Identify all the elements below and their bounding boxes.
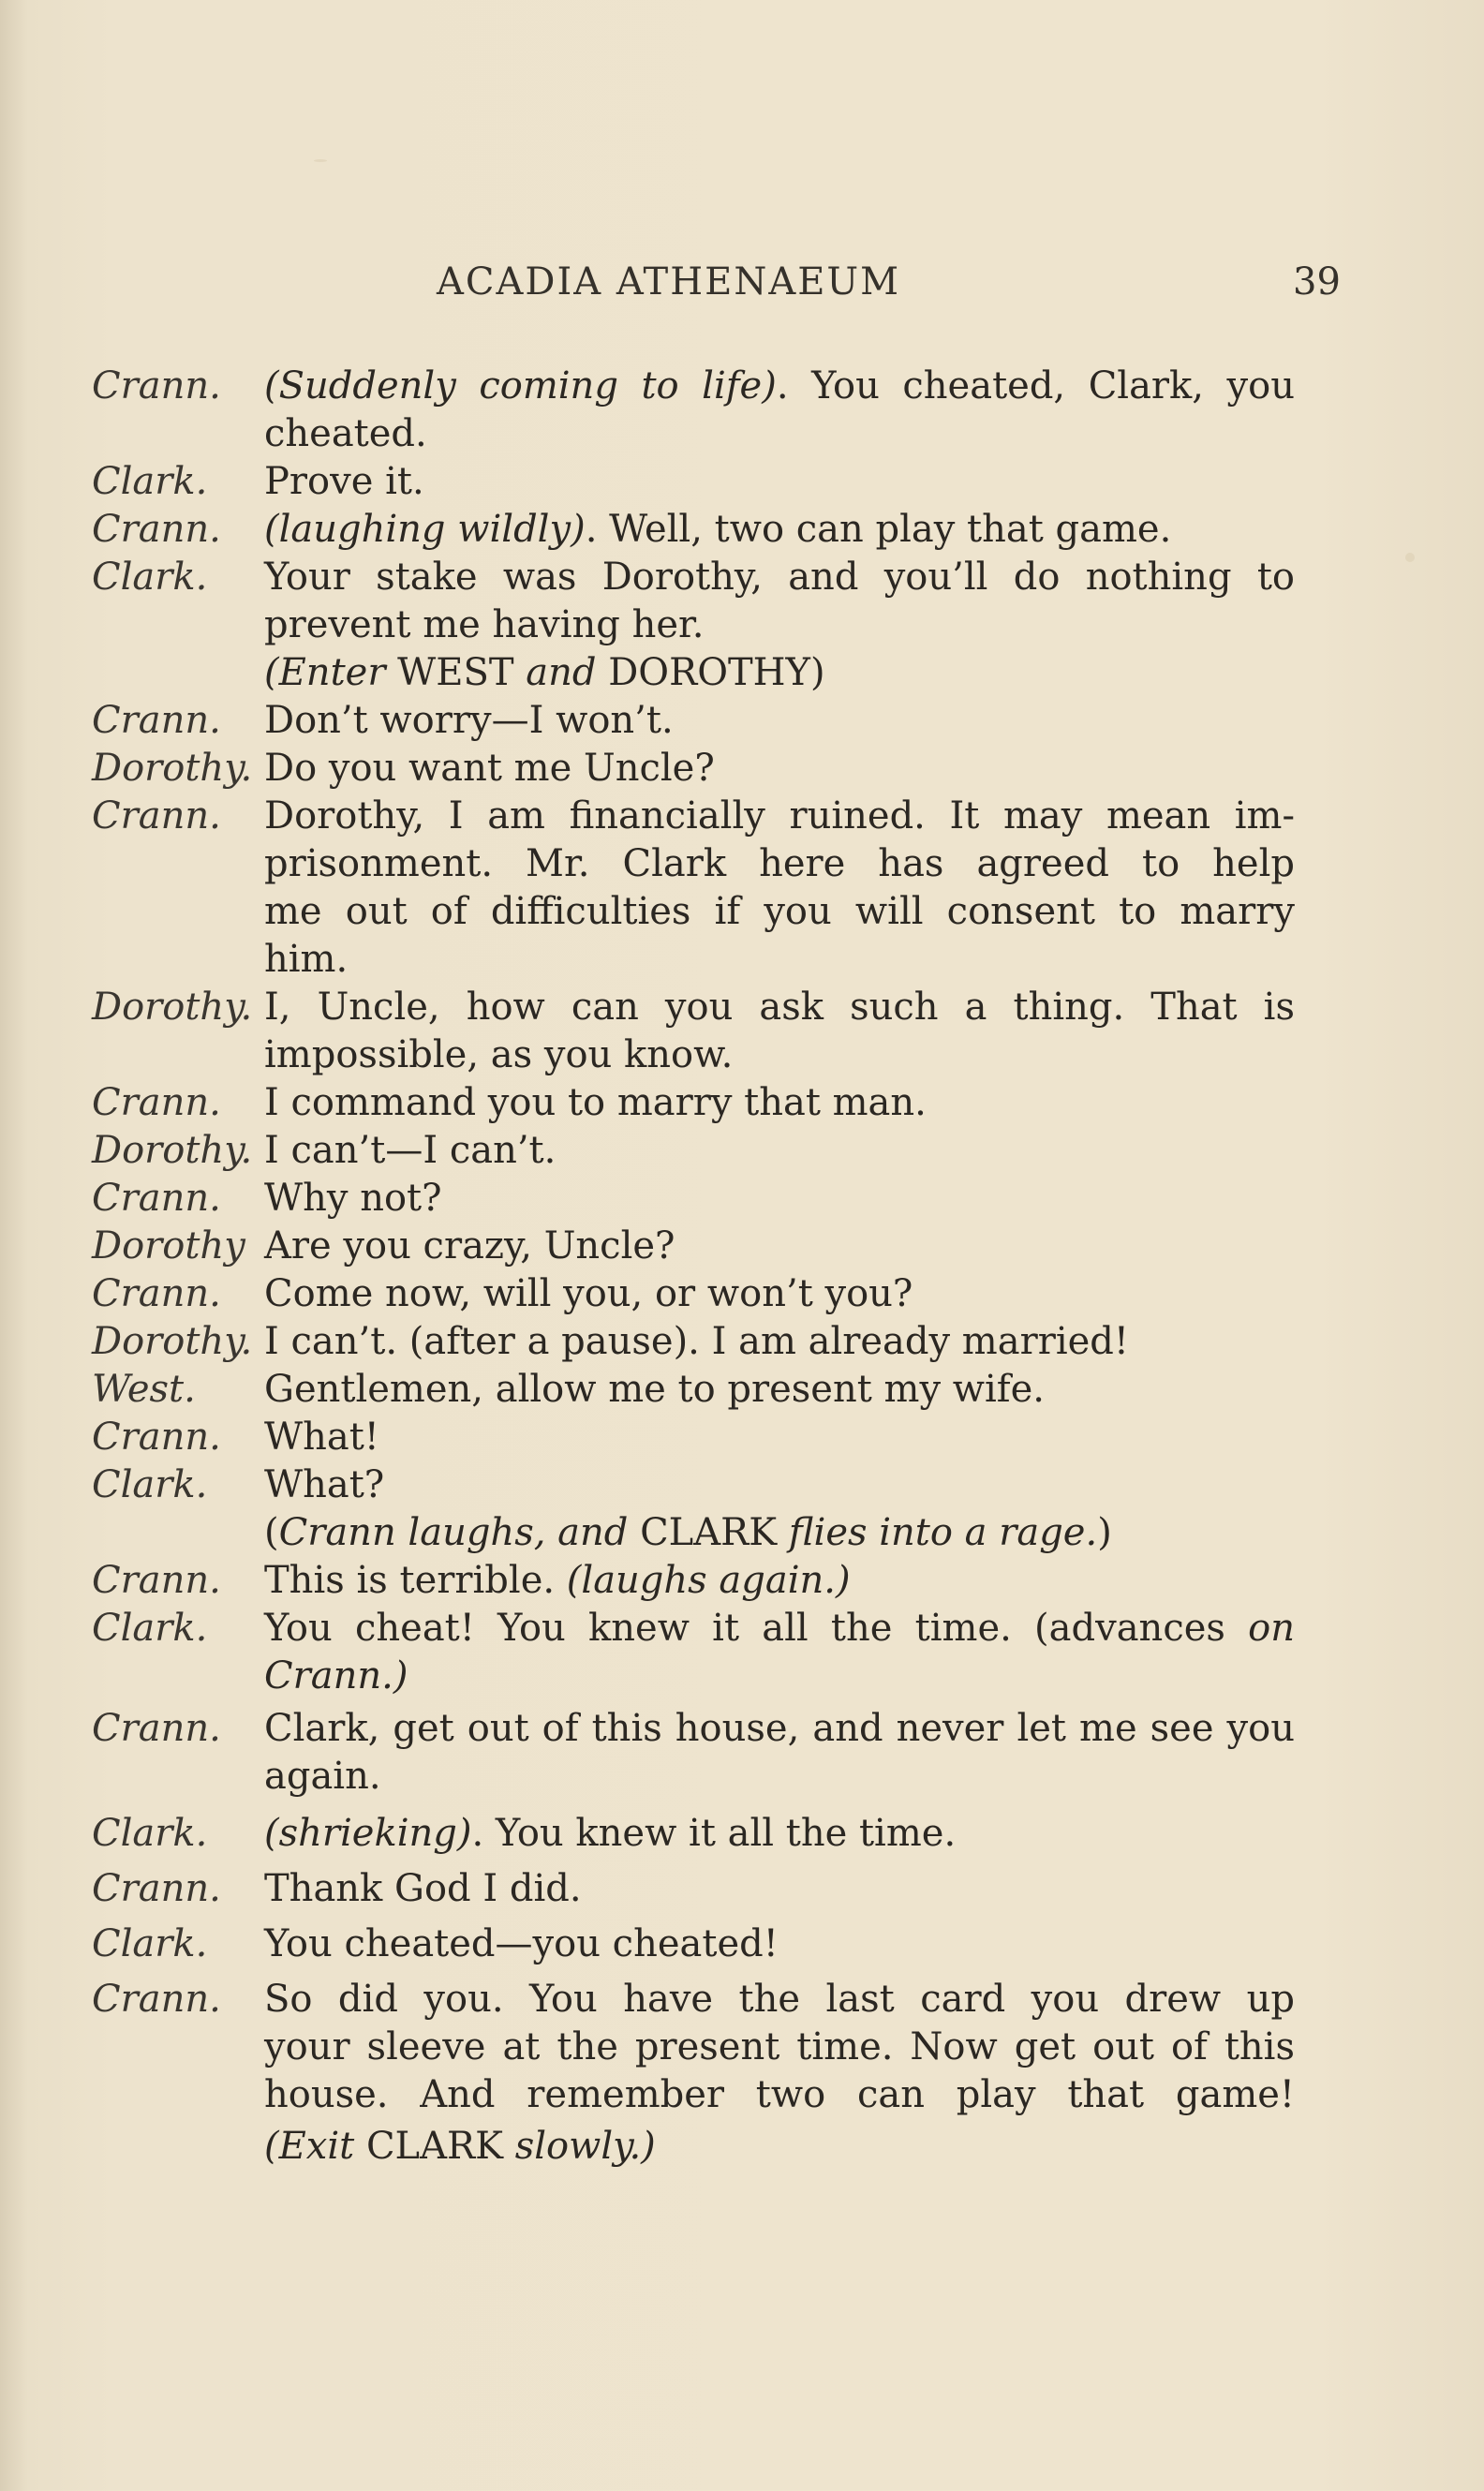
speaker-name: Crann. — [92, 1416, 221, 1459]
dialogue-text — [264, 1318, 1129, 1365]
dialogue-fragment: So did you. You have the last card you drew up — [264, 1978, 1295, 2021]
speaker-name: Crann. — [92, 508, 221, 551]
dialogue-text — [264, 1605, 1295, 1652]
dialogue-text — [264, 1976, 1295, 2023]
script-line — [0, 697, 1484, 744]
dialogue-fragment: Don’t worry—I won’t. — [264, 699, 674, 742]
script-line — [0, 840, 1484, 887]
script-line — [0, 506, 1484, 553]
page-number: 39 — [1293, 260, 1341, 304]
script-line — [0, 2123, 1484, 2170]
speaker-name: Crann. — [92, 364, 221, 408]
dialogue-fragment: . Well, two can play that game. — [585, 508, 1172, 551]
speaker-name: Dorothy. — [92, 747, 253, 790]
dialogue-text — [264, 1461, 384, 1508]
stage-direction: slowly.) — [503, 2125, 656, 2168]
dialogue-text — [264, 888, 1295, 935]
script-line — [0, 649, 1484, 696]
speaker-name: Crann. — [92, 794, 221, 838]
dialogue-fragment: . You knew it all the time. — [471, 1812, 957, 1855]
dialogue-text — [264, 1414, 379, 1460]
speaker-name: Clark. — [92, 1812, 208, 1855]
running-head: ACADIA ATHENAEUM — [437, 260, 901, 304]
dialogue-text — [264, 1079, 927, 1126]
speaker-name: Crann. — [92, 1272, 221, 1315]
dialogue-text — [264, 936, 348, 983]
dialogue-fragment: Dorothy, I am financially ruined. It may mean im- — [264, 794, 1295, 838]
dialogue-text — [264, 1223, 675, 1269]
dialogue-fragment: ( — [264, 1511, 279, 1554]
dialogue-fragment: prisonment. Mr. Clark here has agreed to help — [264, 842, 1295, 885]
dialogue-text — [264, 1920, 779, 1967]
dialogue-text — [264, 1653, 408, 1699]
dialogue-text — [264, 1557, 851, 1604]
stage-direction: (shrieking) — [264, 1812, 472, 1855]
character-name-smallcaps: CLARK — [365, 2125, 504, 2168]
dialogue-fragment: Gentlemen, allow me to present my wife. — [264, 1368, 1045, 1411]
dialogue-fragment: What! — [264, 1416, 379, 1459]
dialogue-text — [264, 1031, 733, 1078]
script-line — [0, 1175, 1484, 1222]
script-line — [0, 888, 1484, 935]
script-line — [0, 1557, 1484, 1604]
speaker-name: Clark. — [92, 1463, 208, 1506]
dialogue-fragment: again. — [264, 1755, 381, 1798]
dialogue-text — [264, 1366, 1045, 1413]
script-line — [0, 2071, 1484, 2118]
dialogue-fragment: me out of difficulties if you will consent to marry — [264, 890, 1295, 933]
stage-direction: Crann laughs, and — [278, 1511, 641, 1554]
dialogue-text — [264, 363, 1295, 409]
dialogue-text — [264, 506, 1171, 553]
dialogue-fragment: . You cheated, Clark, you — [776, 364, 1295, 408]
dialogue-fragment: You cheat! You knew it all the time. (advances — [264, 1607, 1249, 1650]
speaker-name: Crann. — [92, 1559, 221, 1602]
dialogue-text — [264, 2071, 1295, 2118]
dialogue-fragment: Clark, get out of this house, and never let me see you — [264, 1707, 1295, 1750]
page-header — [0, 260, 1484, 307]
dialogue-text — [264, 649, 825, 696]
script-line — [0, 936, 1484, 983]
character-name-smallcaps: DOROTHY — [608, 651, 810, 694]
dialogue-text — [264, 1509, 1112, 1556]
dialogue-text — [264, 1705, 1295, 1752]
dialogue-fragment: impossible, as you know. — [264, 1033, 734, 1076]
dialogue-text — [264, 1175, 442, 1222]
speaker-name: Clark. — [92, 556, 208, 599]
stage-direction: (Exit — [264, 2125, 366, 2168]
script-line — [0, 1031, 1484, 1078]
speaker-name: Dorothy — [92, 1224, 245, 1268]
dialogue-text — [264, 458, 424, 505]
script-line — [0, 1705, 1484, 1752]
script-line — [0, 1414, 1484, 1460]
script-line — [0, 1653, 1484, 1699]
dialogue-fragment: I can’t—I can’t. — [264, 1129, 556, 1172]
speaker-name: Crann. — [92, 1978, 221, 2021]
dialogue-fragment: ) — [1097, 1511, 1112, 1554]
character-name-smallcaps: CLARK — [640, 1511, 778, 1554]
dialogue-fragment: cheated. — [264, 412, 427, 455]
dialogue-fragment: I can’t. (after a pause). I am already married! — [264, 1320, 1129, 1363]
stage-direction: and — [513, 651, 609, 694]
script-line — [0, 1223, 1484, 1269]
speaker-name: Clark. — [92, 1607, 208, 1650]
dialogue-fragment: This is terrible. — [264, 1559, 567, 1602]
speaker-name: Clark. — [92, 1922, 208, 1965]
script-line — [0, 1509, 1484, 1556]
dialogue-fragment: prevent me having her. — [264, 603, 705, 646]
speaker-name: Dorothy. — [92, 986, 253, 1029]
script-line — [0, 554, 1484, 601]
script-line — [0, 984, 1484, 1031]
speaker-name: Crann. — [92, 1177, 221, 1220]
script-line — [0, 1810, 1484, 1857]
script-line — [0, 793, 1484, 839]
script-line — [0, 1461, 1484, 1508]
script-line — [0, 745, 1484, 792]
dialogue-text — [264, 554, 1295, 601]
stage-direction: flies into a rage. — [777, 1511, 1098, 1554]
dialogue-text — [264, 601, 705, 648]
dialogue-text — [264, 2123, 656, 2170]
dialogue-fragment: Why not? — [264, 1177, 442, 1220]
dialogue-text — [264, 1753, 381, 1800]
script-line — [0, 1865, 1484, 1912]
script-line — [0, 458, 1484, 505]
speaker-name: Dorothy. — [92, 1320, 253, 1363]
script-line — [0, 410, 1484, 457]
dialogue-fragment: your sleeve at the present time. Now get out of this — [264, 2025, 1295, 2068]
dialogue-fragment: Your stake was Dorothy, and you’ll do nothing to — [264, 556, 1295, 599]
stage-direction: (Enter — [264, 651, 398, 694]
script-line — [0, 1366, 1484, 1413]
script-line — [0, 1920, 1484, 1967]
stage-direction: (laughing wildly) — [264, 508, 586, 551]
script-line — [0, 2024, 1484, 2070]
script-line — [0, 601, 1484, 648]
dialogue-fragment: You cheated—you cheated! — [264, 1922, 779, 1965]
dialogue-fragment: house. And remember two can play that game! — [264, 2073, 1295, 2116]
stage-direction: Crann.) — [264, 1654, 408, 1698]
script-line — [0, 1318, 1484, 1365]
dialogue-fragment: What? — [264, 1463, 385, 1506]
speaker-name: Crann. — [92, 1081, 221, 1124]
dialogue-fragment: Are you crazy, Uncle? — [264, 1224, 675, 1268]
script-line — [0, 1270, 1484, 1317]
dialogue-fragment: Do you want me Uncle? — [264, 747, 715, 790]
speaker-name: Clark. — [92, 460, 208, 503]
character-name-smallcaps: WEST — [397, 651, 514, 694]
speaker-name: Dorothy. — [92, 1129, 253, 1172]
stage-direction: (laughs again.) — [566, 1559, 851, 1602]
dialogue-text — [264, 793, 1295, 839]
dialogue-text — [264, 1810, 956, 1857]
speaker-name: Crann. — [92, 699, 221, 742]
dialogue-text — [264, 1865, 582, 1912]
dialogue-fragment: I command you to marry that man. — [264, 1081, 927, 1124]
ink-speck — [314, 159, 327, 162]
script-line — [0, 1976, 1484, 2023]
dialogue-text — [264, 1270, 913, 1317]
dialogue-fragment: Prove it. — [264, 460, 424, 503]
dialogue-fragment: Come now, will you, or won’t you? — [264, 1272, 913, 1315]
speaker-name: West. — [92, 1368, 196, 1411]
dialogue-text — [264, 984, 1295, 1031]
dialogue-fragment: him. — [264, 938, 349, 981]
speaker-name: Crann. — [92, 1867, 221, 1910]
script-line — [0, 1605, 1484, 1652]
script-line — [0, 1753, 1484, 1800]
speaker-name: Crann. — [92, 1707, 221, 1750]
dialogue-fragment: I, Uncle, how can you ask such a thing. That is — [264, 986, 1295, 1029]
script-line — [0, 363, 1484, 409]
stage-direction: (Suddenly coming to life) — [264, 364, 777, 408]
dialogue-text — [264, 745, 715, 792]
dialogue-fragment: Thank God I did. — [264, 1867, 582, 1910]
dialogue-text — [264, 697, 674, 744]
dialogue-text — [264, 1127, 556, 1174]
dialogue-text — [264, 840, 1295, 887]
script-line — [0, 1079, 1484, 1126]
script-line — [0, 1127, 1484, 1174]
dialogue-text — [264, 410, 427, 457]
dialogue-text — [264, 2024, 1295, 2070]
stage-direction: on — [1248, 1607, 1295, 1650]
dialogue-fragment: ) — [809, 651, 825, 694]
